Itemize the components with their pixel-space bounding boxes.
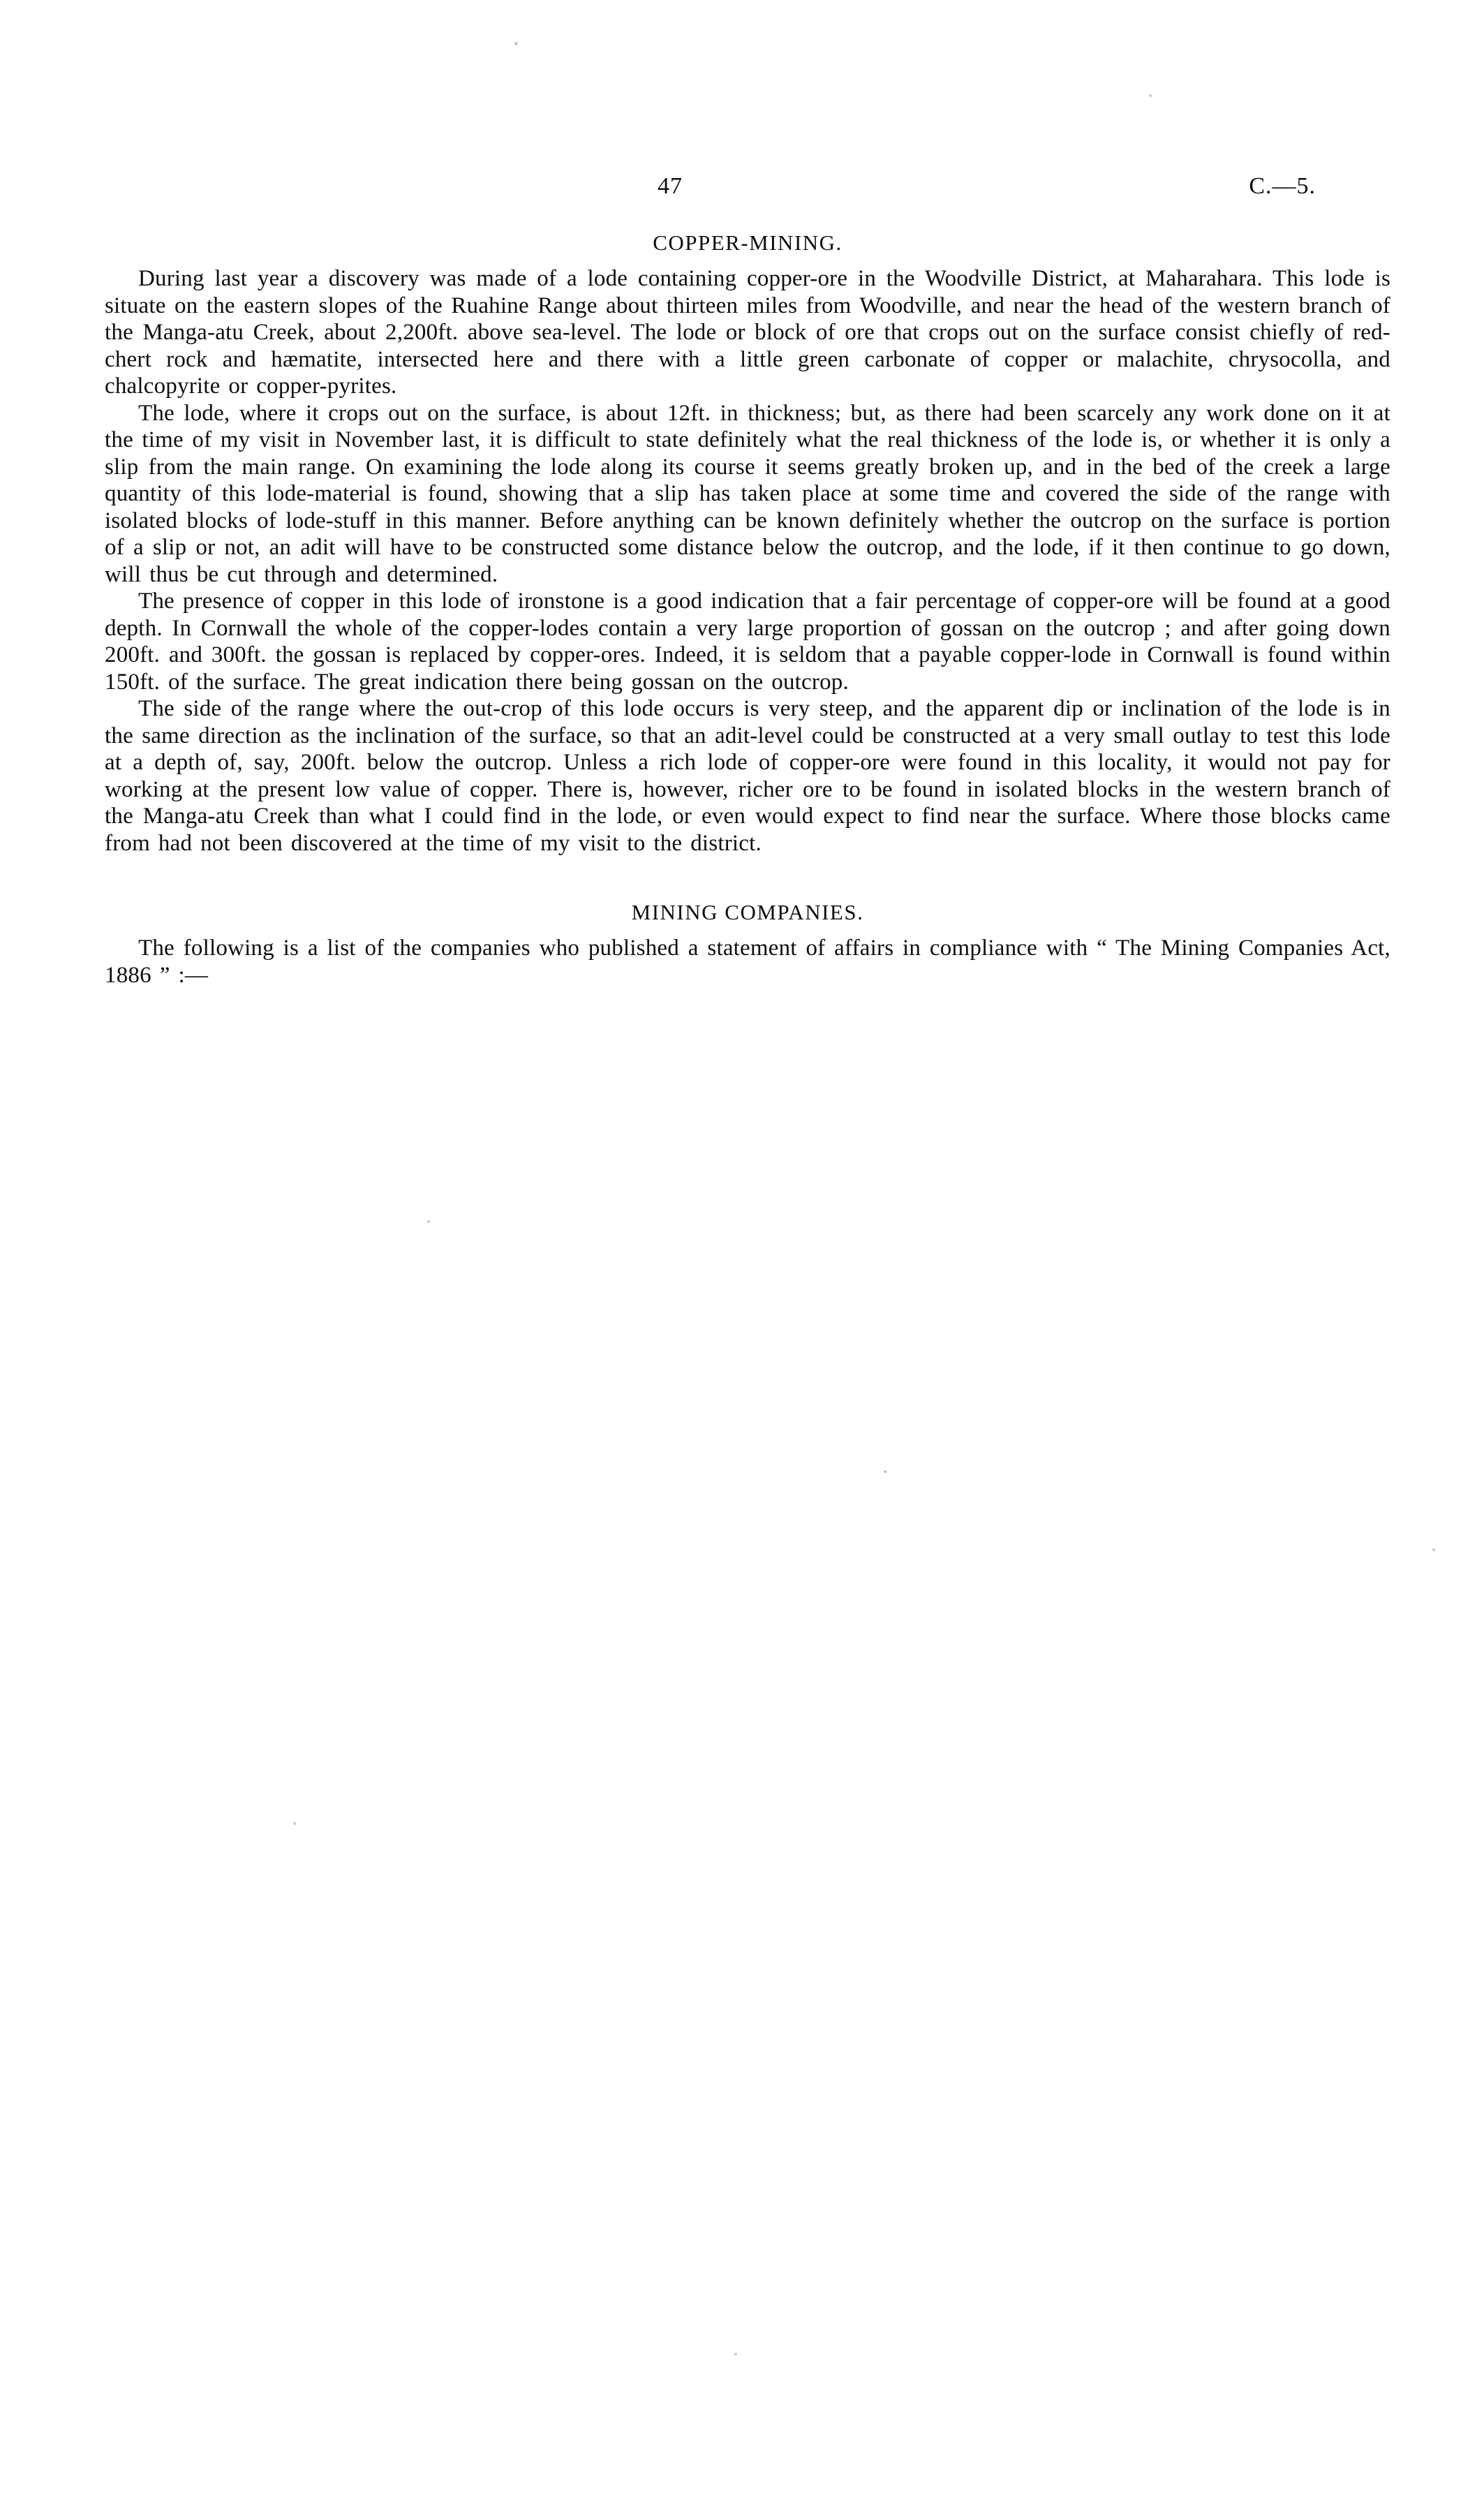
scan-speck	[884, 1470, 887, 1473]
paragraph-copper-presence: The presence of copper in this lode of ironstone is a good indication that a fair percentage of copper-ore will be found at a good depth. In Cornwall the whole of the copper-lodes contain a very large proportion of gossan on the outcrop ; and after going down 200ft. and 300ft. the gossan is replaced by copper-ores. Indeed, it is seldom that a payable copper-lode in Cornwall is found within 150ft. of the surface. The great indication there being gossan on the outcrop.	[105, 589, 1390, 695]
section-heading-mining-companies: MINING COMPANIES.	[631, 900, 864, 924]
paragraph-discovery: During last year a discovery was made of a lode containing copper-ore in the Woodville District, at Maharahara. This lode is situate on the eastern slopes of the Ruahine Range about thirteen miles from Woodville, and near the head of the western branch of the Manga-atu Creek, about 2,200ft. above sea-level. The lode or block of ore that crops out on the surface consist chiefly of red-chert rock and hæmatite, intersected here and there with a little green carbonate of copper or malachite, chrysocolla, and chalcopyrite or copper-pyrites.	[105, 266, 1390, 399]
document-reference: C.—5.	[1249, 173, 1316, 199]
paragraph-lode-thickness: The lode, where it crops out on the surface, is about 12ft. in thickness; but, as there had been scarcely any work done on it at the time of my visit in November last, it is difficult to state definitely what the real thickness of the lode is, or whether it is only a slip from the main range. On examining the lode along its course it seems greatly broken up, and in the bed of the creek a large quantity of this lode-material is found, showing that a slip has taken place at some time and covered the side of the range with isolated blocks of lode-stuff in this manner. Before anything can be known definitely whether the outcrop on the surface is portion of a slip or not, an adit will have to be constructed some distance below the outcrop, and the lode, if it then continue to go down, will thus be cut through and determined.	[105, 400, 1390, 587]
scan-speck	[293, 1822, 296, 1825]
paragraph-range-side: The side of the range where the out-crop of this lode occurs is very steep, and the apparent dip or inclination of the lode is in the same direction as the inclination of the surface, so that an adit-level could be constructed at a very small outlay to test this lode at a depth of, say, 200ft. below the outcrop. Unless a rich lode of copper-ore were found in this locality, it would not pay for working at the present low value of copper. There is, however, richer ore to be found in isolated blocks in the western branch of the Manga-atu Creek than what I could find in the lode, or even would expect to find near the surface. Where those blocks came from had not been discovered at the time of my visit to the district.	[105, 696, 1390, 856]
section-spacer	[105, 857, 1390, 900]
scan-speck	[1149, 94, 1152, 97]
scan-speck	[514, 42, 518, 45]
page-number: 47	[658, 173, 683, 199]
section-heading-copper-mining: COPPER-MINING.	[653, 230, 843, 255]
scan-speck	[1432, 1548, 1435, 1551]
text-column	[105, 230, 1390, 989]
running-head	[105, 173, 1389, 205]
paragraph-companies-list-intro: The following is a list of the companies who published a statement of affairs in compliance with “ The Mining Companies Act, 1886 ” :—	[105, 935, 1390, 988]
scan-speck	[427, 1220, 430, 1223]
scan-speck	[734, 2353, 737, 2356]
